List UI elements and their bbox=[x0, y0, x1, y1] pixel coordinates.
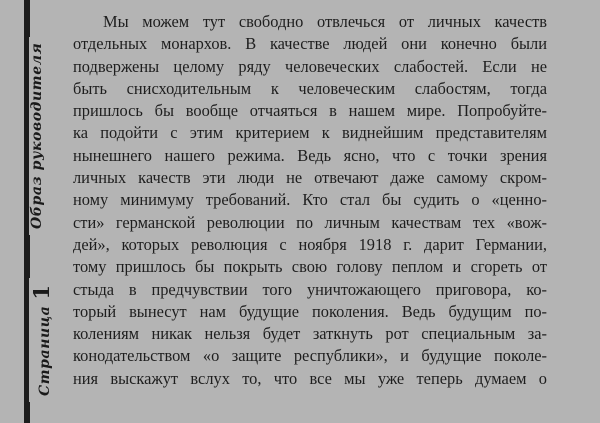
body-text bbox=[73, 11, 547, 390]
page-number: 1 bbox=[29, 284, 54, 300]
text-line: торый вынесут нам будущие поколения. Ведь будущим по- bbox=[73, 301, 547, 321]
text-line: быть снисходительным к человеческим слабостям, тогда bbox=[73, 78, 547, 98]
text-line: тому пришлось бы покрыть свою голову пеплом и сгореть от bbox=[73, 257, 547, 277]
text-line: ному минимуму требований. Кто стал бы судить о «ценно- bbox=[73, 190, 547, 210]
side-rail bbox=[0, 0, 62, 423]
text-line: нынешнего нашего режима. Ведь ясно, что с точки зрения bbox=[73, 145, 547, 165]
text-line: отдельных монархов. В качестве людей они конечно были bbox=[73, 34, 547, 54]
text-line: подвержены целому ряду человеческих слабостей. Если не bbox=[73, 56, 547, 76]
text-line: пришлось бы вообще отчаяться в нашем мире. Попробуйте- bbox=[73, 101, 547, 121]
page-indicator bbox=[29, 278, 54, 402]
text-line: личных качеств эти люди не отвечают даже самому скром- bbox=[73, 168, 547, 188]
text-line: ка подойти с этим критерием к виднейшим представителям bbox=[73, 123, 547, 143]
section-title: Образ руководителя bbox=[29, 37, 45, 235]
page-label: Страница bbox=[37, 305, 53, 396]
text-line: конодательством «о защите республики», и будущие поколе- bbox=[73, 346, 547, 366]
text-line: ния выскажут вслух то, что все мы уже теперь думаем о bbox=[73, 368, 547, 388]
text-line: дей», которых революция с ноября 1918 г. дарит Германии, bbox=[73, 234, 547, 254]
text-line: стыда в предчувствии того уничтожающего приговора, ко- bbox=[73, 279, 547, 299]
text-line: колениям никак нельзя будет заткнуть рот специальным за- bbox=[73, 324, 547, 344]
text-line: сти» германской революции по личным качествам тех «вож- bbox=[73, 212, 547, 232]
text-line: Мы можем тут свободно отвлечься от личных качеств bbox=[103, 12, 547, 31]
